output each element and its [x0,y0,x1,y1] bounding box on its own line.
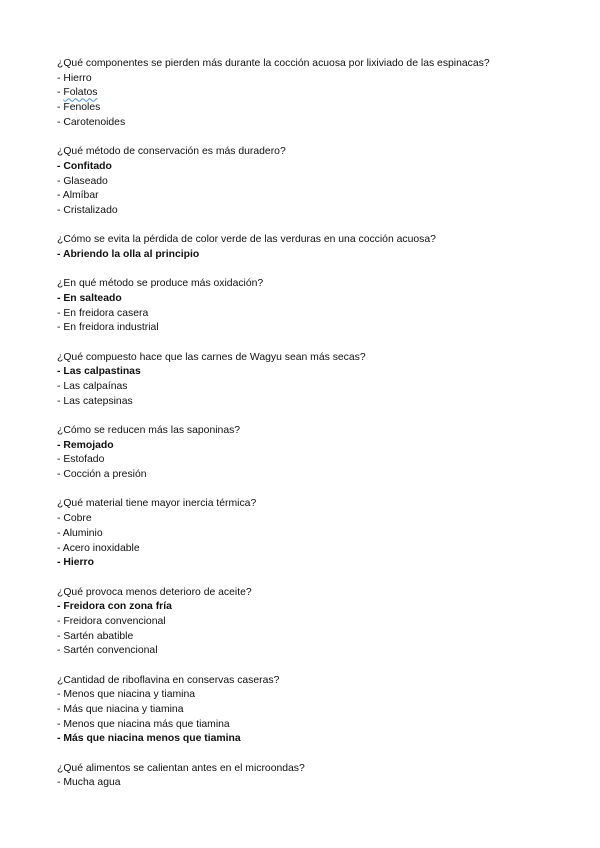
question-block [57,424,557,483]
question-block [57,762,557,791]
answer-option: - Más que niacina y tiamina [57,704,184,716]
answer-option: - Cocción a presión [57,469,147,481]
document-body [57,57,557,806]
answer-option: - Estofado [57,454,105,466]
answer-option: - Acero inoxidable [57,542,140,554]
question-text: ¿Qué alimentos se calientan antes en el microondas? [57,762,305,774]
question-text: ¿En qué método se produce más oxidación? [57,278,264,290]
question-text: ¿Cantidad de riboflavina en conservas caseras? [57,674,280,686]
answer-option-correct: - Abriendo la olla al principio [57,248,200,260]
question-text: ¿Qué provoca menos deterioro de aceite? [57,586,252,598]
answer-option: - Aluminio [57,527,103,539]
answer-option: - Menos que niacina y tiamina [57,689,196,701]
question-block [57,57,557,131]
question-block [57,497,557,571]
answer-option-correct: - Hierro [57,557,94,569]
answer-option-correct: - Confitado [57,160,112,172]
answer-option-correct: - En salteado [57,292,122,304]
question-block [57,674,557,748]
answer-option-correct: - Freidora con zona fría [57,601,172,613]
answer-option: - En freidora casera [57,307,149,319]
answer-option: - Carotenoides [57,116,126,128]
answer-option: - Folatos [57,87,98,99]
answer-option: - Mucha agua [57,777,121,789]
question-block [57,351,557,410]
question-block [57,145,557,219]
answer-option: - Las catepsinas [57,395,133,407]
answer-option: - Sartén convencional [57,645,158,657]
answer-option-correct: - Remojado [57,439,114,451]
answer-option: - Fenoles [57,102,101,114]
answer-option: - En freidora industrial [57,322,159,334]
answer-option: - Freidora convencional [57,615,166,627]
answer-option-correct: - Más que niacina menos que tiamina [57,733,241,745]
question-block [57,277,557,336]
answer-option-correct: - Las calpastinas [57,366,141,378]
question-block [57,233,557,262]
answer-option: - Cristalizado [57,204,118,216]
question-text: ¿Cómo se evita la pérdida de color verde de las verduras en una cocción acuosa? [57,234,436,246]
answer-option: - Menos que niacina más que tiamina [57,718,230,730]
answer-option: - Sartén abatible [57,630,134,642]
question-text: ¿Qué componentes se pierden más durante la cocción acuosa por lixiviado de las espinacas? [57,58,490,69]
question-text: ¿Cómo se reducen más las saponinas? [57,425,241,437]
question-block [57,586,557,660]
answer-option: - Las calpaínas [57,381,128,393]
question-text: ¿Qué método de conservación es más duradero? [57,146,286,158]
question-text: ¿Qué compuesto hace que las carnes de Wagyu sean más secas? [57,351,366,363]
question-text: ¿Qué material tiene mayor inercia térmica? [57,498,257,510]
answer-option: - Cobre [57,513,92,525]
answer-option: - Almíbar [57,190,99,202]
spellcheck-underline: Folatos [63,87,98,99]
answer-option: - Hierro [57,72,92,84]
answer-option: - Glaseado [57,175,108,187]
